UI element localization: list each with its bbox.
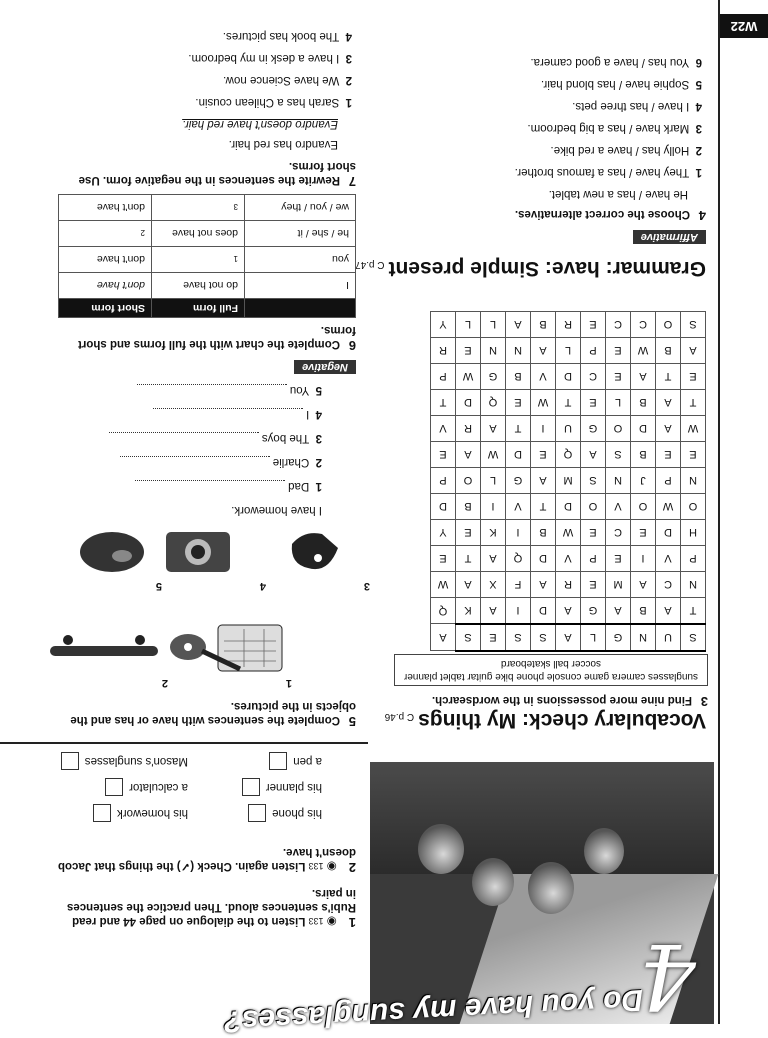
wordsearch-letter[interactable]: S <box>531 624 556 651</box>
chart-row: he / she / it does not have 2 <box>59 221 356 247</box>
wordsearch-letter[interactable]: F <box>506 572 531 598</box>
wordsearch-letter[interactable]: W <box>431 572 456 598</box>
wordsearch-letter[interactable]: W <box>531 390 556 416</box>
wordsearch-letter[interactable]: O <box>681 494 706 520</box>
word-box: sunglasses camera game console phone bike guitar tablet planner soccer ball skateboard <box>394 654 708 686</box>
wordsearch-letter[interactable]: J <box>631 468 656 494</box>
negative-chart <box>58 194 356 318</box>
wordsearch-letter[interactable]: A <box>556 624 581 651</box>
wordsearch-letter[interactable]: A <box>556 598 581 625</box>
exercise-7-example: Evandro has red hair. <box>228 138 338 150</box>
exercise-6: 6Complete the chart with the full forms and short forms. <box>78 324 356 353</box>
wordsearch-letter[interactable]: D <box>656 520 681 546</box>
wordsearch-letter[interactable]: M <box>606 572 631 598</box>
answer-blank[interactable] <box>135 480 285 491</box>
wordsearch-letter[interactable]: X <box>481 572 506 598</box>
wordsearch-letter[interactable]: N <box>506 338 531 364</box>
wordsearch-row <box>431 546 706 572</box>
unit-title: Do you have my sunglasses? <box>222 983 644 1038</box>
exercise-4-example: He have / has a new tablet. <box>548 188 688 200</box>
exercise-4-item: 2 Holly has / have a red bike. <box>550 144 702 156</box>
track-number: 133 <box>308 861 324 871</box>
full-form-header: Full form <box>152 299 245 318</box>
wordsearch-letter[interactable]: W <box>556 520 581 546</box>
page-reference: C p.47 <box>355 259 385 270</box>
wordsearch-letter[interactable]: A <box>481 546 506 572</box>
exercise-5-example: I have homework. <box>231 504 322 516</box>
wordsearch-letter[interactable]: W <box>481 442 506 468</box>
wordsearch-letter[interactable]: L <box>556 338 581 364</box>
exercise-4-item: 5 Sophie have / has blond hair. <box>540 78 702 90</box>
wordsearch-letter[interactable]: Q <box>556 442 581 468</box>
wordsearch-letter[interactable]: D <box>631 416 656 442</box>
wordsearch-letter[interactable]: B <box>456 494 481 520</box>
wordsearch-letter[interactable]: S <box>681 624 706 651</box>
wordsearch-letter[interactable]: H <box>681 520 706 546</box>
unit-number: 4 <box>638 923 696 1028</box>
wordsearch-row <box>431 312 706 338</box>
wordsearch-letter[interactable]: D <box>431 494 456 520</box>
wordsearch-letter[interactable]: E <box>456 338 481 364</box>
picture-number: 4 <box>259 580 266 592</box>
wordsearch-letter[interactable]: O <box>581 494 606 520</box>
wordsearch-letter[interactable]: B <box>631 390 656 416</box>
skateboard-picture <box>44 624 164 674</box>
wordsearch-letter[interactable]: S <box>681 312 706 338</box>
picture-number: 1 <box>285 677 292 689</box>
exercise-number: 1 <box>348 915 356 930</box>
wordsearch-letter[interactable]: A <box>531 468 556 494</box>
wordsearch-letter[interactable]: D <box>556 364 581 390</box>
chart-row: you 1 don't have <box>59 247 356 273</box>
wordsearch-letter[interactable]: N <box>681 468 706 494</box>
wordsearch-letter[interactable]: V <box>606 494 631 520</box>
audio-icon[interactable]: ◉ <box>326 915 337 927</box>
wordsearch-letter[interactable]: V <box>531 364 556 390</box>
exercise-5-item: 4 I <box>153 408 322 420</box>
wordsearch-letter[interactable]: A <box>656 416 681 442</box>
track-number: 133 <box>308 916 324 926</box>
wordsearch-letter[interactable]: A <box>456 572 481 598</box>
wordsearch-letter[interactable]: D <box>456 390 481 416</box>
vocab-heading: Vocabulary check: My thingsC p.46 <box>384 709 706 732</box>
wordsearch-letter[interactable]: E <box>606 364 631 390</box>
wordsearch-letter[interactable]: A <box>531 338 556 364</box>
negative-label: Negative <box>294 360 356 374</box>
picture-number: 5 <box>155 580 162 592</box>
wordsearch-letter[interactable]: L <box>581 624 606 651</box>
wordsearch-letter[interactable]: P <box>581 546 606 572</box>
wordsearch-letter[interactable]: I <box>631 546 656 572</box>
wordsearch-letter[interactable]: P <box>431 364 456 390</box>
exercise-2 <box>56 845 356 874</box>
wordsearch-letter[interactable]: E <box>681 364 706 390</box>
wordsearch-letter[interactable]: E <box>606 546 631 572</box>
wordsearch-letter[interactable]: T <box>681 598 706 625</box>
wordsearch-letter[interactable]: R <box>431 338 456 364</box>
wordsearch-letter[interactable]: N <box>681 572 706 598</box>
wordsearch-letter[interactable]: L <box>481 312 506 338</box>
wordsearch-letter[interactable]: D <box>531 546 556 572</box>
wordsearch-letter[interactable]: A <box>631 364 656 390</box>
wordsearch-letter[interactable]: C <box>606 312 631 338</box>
wordsearch-letter[interactable]: T <box>531 494 556 520</box>
wordsearch-letter[interactable]: O <box>456 468 481 494</box>
exercise-5: 5Complete the sentences with have or has and the objects in the pictures. <box>70 700 356 729</box>
answer-blank[interactable] <box>137 384 287 395</box>
checkbox[interactable] <box>248 804 266 822</box>
exercise-4-item: 4 I have / has three pets. <box>572 100 702 112</box>
wordsearch-letter[interactable]: S <box>506 624 531 651</box>
wordsearch-letter[interactable]: T <box>431 390 456 416</box>
checklist-item: Mason's sunglasses <box>61 752 188 770</box>
wordsearch-letter[interactable]: T <box>456 546 481 572</box>
wordsearch-letter[interactable]: M <box>556 468 581 494</box>
picture-number: 3 <box>363 580 370 592</box>
wordsearch-row <box>431 598 706 625</box>
exercise-5-item: 3 The boys <box>109 432 322 444</box>
camera-picture <box>158 524 238 584</box>
wordsearch-row <box>431 390 706 416</box>
chart-row: I do not have don't have <box>59 273 356 299</box>
wordsearch-letter[interactable]: V <box>431 416 456 442</box>
wordsearch-letter[interactable]: P <box>431 468 456 494</box>
wordsearch-letter[interactable]: P <box>681 546 706 572</box>
wordsearch-letter[interactable]: T <box>681 390 706 416</box>
exercise-number: 2 <box>348 860 356 875</box>
wordsearch-letter[interactable]: B <box>631 598 656 625</box>
answer-blank[interactable] <box>153 408 303 419</box>
wordsearch-letter[interactable]: R <box>556 312 581 338</box>
wordsearch-letter[interactable]: E <box>431 442 456 468</box>
wordsearch-row <box>431 520 706 546</box>
exercise-4-item: 6 You has / have a good camera. <box>530 56 702 68</box>
wordsearch-letter[interactable]: E <box>631 520 656 546</box>
wordsearch-letter[interactable]: Y <box>431 520 456 546</box>
photo-person-head <box>584 828 624 874</box>
wordsearch-letter[interactable]: V <box>506 494 531 520</box>
wordsearch-letter[interactable]: O <box>631 494 656 520</box>
wordsearch-letter[interactable]: G <box>606 624 631 651</box>
wordsearch-letter[interactable]: B <box>506 364 531 390</box>
affirmative-label: Affirmative <box>633 230 706 244</box>
wordsearch-letter[interactable]: A <box>431 624 456 651</box>
exercise-4-item: 3 Mark have / has a big bedroom. <box>527 122 702 134</box>
photo-person-head <box>528 862 574 914</box>
section-divider <box>0 742 368 744</box>
wordsearch-letter[interactable]: I <box>531 416 556 442</box>
wordsearch-letter[interactable]: E <box>431 546 456 572</box>
wordsearch-letter[interactable]: R <box>456 416 481 442</box>
wordsearch-row <box>431 338 706 364</box>
wordsearch-letter[interactable]: W <box>456 364 481 390</box>
wordsearch-letter[interactable]: E <box>581 312 606 338</box>
wordsearch-letter[interactable]: L <box>481 468 506 494</box>
exercise-7-item: 2 We have Science now. <box>223 74 352 86</box>
page-fold-line <box>718 0 720 1024</box>
wordsearch-letter[interactable]: L <box>456 312 481 338</box>
wordsearch-letter[interactable]: Q <box>506 546 531 572</box>
checklist-item: a pen <box>269 752 322 770</box>
wordsearch-letter[interactable]: C <box>581 364 606 390</box>
checklist-item: his planner <box>242 778 322 796</box>
wordsearch-letter[interactable]: V <box>556 546 581 572</box>
answer-blank[interactable] <box>109 432 259 443</box>
wordsearch-letter[interactable]: E <box>606 338 631 364</box>
wordsearch-letter[interactable]: I <box>506 598 531 625</box>
wordsearch-letter[interactable]: W <box>656 494 681 520</box>
exercise-5-item: 1 Dad <box>135 480 322 492</box>
wordsearch-letter[interactable]: W <box>631 338 656 364</box>
wordsearch-letter[interactable]: D <box>506 442 531 468</box>
wordsearch-letter[interactable]: A <box>656 390 681 416</box>
exercise-7-item: 4 The book has pictures. <box>222 30 352 42</box>
wordsearch-letter[interactable]: E <box>581 390 606 416</box>
wordsearch-letter[interactable]: E <box>581 520 606 546</box>
dog-picture <box>278 522 348 588</box>
answer-blank[interactable] <box>120 456 270 467</box>
wordsearch-letter[interactable]: K <box>481 520 506 546</box>
grammar-heading: Grammar: have: Simple presentC p.47 <box>355 257 706 280</box>
wordsearch-letter[interactable]: R <box>556 572 581 598</box>
audio-icon[interactable]: ◉ <box>326 860 337 872</box>
wordsearch-row <box>431 442 706 468</box>
wordsearch-letter[interactable]: W <box>681 416 706 442</box>
wordsearch-letter[interactable]: T <box>656 364 681 390</box>
exercise-3: 3Find nine more possessions in the wordsearch. <box>431 694 708 709</box>
wordsearch-letter[interactable]: A <box>581 442 606 468</box>
wordsearch-letter[interactable]: E <box>581 572 606 598</box>
chart-header-row <box>59 299 356 318</box>
wordsearch-letter[interactable]: N <box>481 338 506 364</box>
exercise-4-item: 1 They have / has a famous brother. <box>514 166 702 178</box>
wordsearch-letter[interactable]: P <box>656 468 681 494</box>
wordsearch-letter[interactable]: G <box>481 364 506 390</box>
pet-picture <box>72 524 152 584</box>
wordsearch-letter[interactable]: I <box>481 494 506 520</box>
wordsearch-letter[interactable]: O <box>606 416 631 442</box>
wordsearch-row <box>431 572 706 598</box>
wordsearch-grid <box>430 311 706 652</box>
wordsearch-letter[interactable]: B <box>656 338 681 364</box>
picture-number: 2 <box>161 677 168 689</box>
wordsearch-letter[interactable]: A <box>656 598 681 625</box>
wordsearch-letter[interactable]: S <box>456 624 481 651</box>
wordsearch-letter[interactable]: A <box>506 312 531 338</box>
wordsearch-letter[interactable]: E <box>681 442 706 468</box>
wordsearch-letter[interactable]: P <box>581 338 606 364</box>
wordsearch-letter[interactable]: N <box>631 624 656 651</box>
wordsearch-letter[interactable]: Y <box>431 312 456 338</box>
wordsearch-letter[interactable]: A <box>631 572 656 598</box>
wordsearch-letter[interactable]: T <box>506 416 531 442</box>
wordsearch-letter[interactable]: C <box>631 312 656 338</box>
wordsearch-letter[interactable]: U <box>556 416 581 442</box>
wordsearch-letter[interactable]: C <box>656 572 681 598</box>
wordsearch-letter[interactable]: N <box>606 468 631 494</box>
short-form-header: Short form <box>59 299 152 318</box>
wordsearch-letter[interactable]: A <box>531 572 556 598</box>
wordsearch-letter[interactable]: O <box>656 312 681 338</box>
checklist-item: his homework <box>93 804 188 822</box>
wordsearch-letter[interactable]: E <box>531 442 556 468</box>
wordsearch-row <box>431 416 706 442</box>
wordsearch-letter[interactable]: A <box>481 598 506 625</box>
wordsearch-letter[interactable]: A <box>456 442 481 468</box>
wordsearch-letter[interactable]: K <box>456 598 481 625</box>
wordsearch-letter[interactable]: A <box>606 598 631 625</box>
exercise-5-item: 5 You <box>137 384 322 396</box>
wordsearch-letter[interactable]: D <box>531 598 556 625</box>
wordsearch-letter[interactable]: G <box>506 468 531 494</box>
answer-cell[interactable]: 2 <box>59 221 152 247</box>
wordsearch-letter[interactable]: G <box>581 416 606 442</box>
checklist-item: a calculator <box>105 778 188 796</box>
guitar-picture <box>158 619 248 679</box>
exercise-instruction: Listen again. Check (✓) the things that Jacob doesn't have. <box>57 846 356 872</box>
exercise-4: 4Choose the correct alternatives. <box>514 208 706 223</box>
page-number: W22 <box>720 14 768 38</box>
wordsearch-letter[interactable]: S <box>606 442 631 468</box>
checklist-item: his phone <box>248 804 322 822</box>
wordsearch-letter[interactable]: V <box>656 546 681 572</box>
wordsearch-letter[interactable]: C <box>606 520 631 546</box>
wordsearch-letter[interactable]: T <box>556 390 581 416</box>
wordsearch-letter[interactable]: G <box>581 598 606 625</box>
wordsearch-letter[interactable]: S <box>581 468 606 494</box>
exercise-5-item: 2 Charlie <box>120 456 322 468</box>
answer-cell[interactable]: 1 <box>152 247 245 273</box>
exercise-instruction: Listen to the dialogue on page 44 and read Rubi's sentences aloud. Then practice the sentences in pairs. <box>66 887 356 927</box>
wordsearch-letter[interactable]: B <box>631 442 656 468</box>
wordsearch-letter[interactable]: I <box>506 520 531 546</box>
wordsearch-letter[interactable]: E <box>656 442 681 468</box>
wordsearch-row <box>431 364 706 390</box>
exercise-7-item: 1 Sarah has a Chilean cousin. <box>195 96 352 108</box>
exercise-7: 7Rewrite the sentences in the negative form. Use short forms. <box>78 160 356 189</box>
wordsearch-row <box>431 624 706 651</box>
wordsearch-letter[interactable]: E <box>481 624 506 651</box>
wordsearch-letter[interactable]: L <box>606 390 631 416</box>
checkbox[interactable] <box>242 778 260 796</box>
checkbox[interactable] <box>61 752 79 770</box>
exercise-1 <box>56 886 356 929</box>
wordsearch-letter[interactable]: D <box>556 494 581 520</box>
wordsearch-row <box>431 468 706 494</box>
checkbox[interactable] <box>269 752 287 770</box>
exercise-7-item: 3 I have a desk in my bedroom. <box>188 52 352 64</box>
wordsearch-row <box>431 494 706 520</box>
wordsearch-letter[interactable]: A <box>681 338 706 364</box>
wordsearch-letter[interactable]: Q <box>481 390 506 416</box>
checkbox[interactable] <box>105 778 123 796</box>
wordsearch-letter[interactable]: E <box>506 390 531 416</box>
page-reference: C p.46 <box>384 711 415 722</box>
checkbox[interactable] <box>93 804 111 822</box>
wordsearch-letter[interactable]: Q <box>431 598 456 625</box>
wordsearch-letter[interactable]: E <box>456 520 481 546</box>
answer-cell[interactable]: 3 <box>152 195 245 221</box>
wordsearch-letter[interactable]: A <box>481 416 506 442</box>
photo-person-head <box>418 824 464 874</box>
photo-person-head <box>472 858 514 906</box>
wordsearch-letter[interactable]: B <box>531 312 556 338</box>
chart-row: we / you / they 3 don't have <box>59 195 356 221</box>
exercise-7-example-answer: Evandro doesn't have red hair. <box>182 118 338 130</box>
wordsearch-letter[interactable]: B <box>531 520 556 546</box>
wordsearch-letter[interactable]: U <box>656 624 681 651</box>
